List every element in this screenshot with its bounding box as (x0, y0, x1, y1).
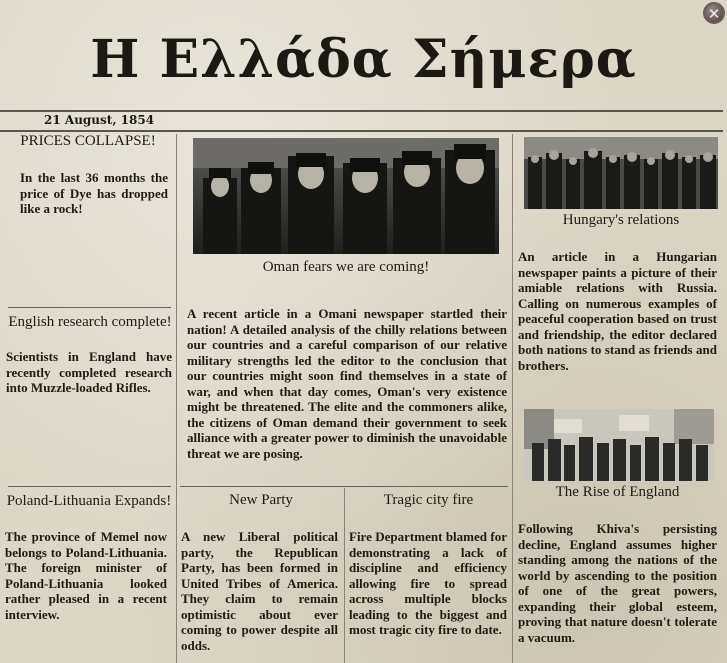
column-divider-middle-bottom (344, 488, 345, 663)
headline-city-fire: Tragic city fire (383, 492, 474, 508)
photo-rally (524, 409, 714, 481)
article-english-research: Scientists in England have recently completed research into Muzzle-loaded Rifles. (6, 349, 172, 395)
close-button[interactable] (703, 2, 725, 24)
masthead-rule-top (0, 110, 723, 112)
headline-oman-fears: Oman fears we are coming! (262, 259, 430, 275)
headline-prices-collapse: PRICES COLLAPSE! (20, 133, 156, 149)
newspaper-masthead: Η Ελλάδα Σήμερα (90, 29, 637, 90)
issue-date: 21 August, 1854 (44, 113, 155, 127)
headline-new-party: New Party (229, 492, 293, 508)
article-poland-lithuania: The province of Memel now belongs to Poland-Lithuania. The foreign minister of Poland-Lithuania looked rather pleased in a recent interview. (5, 529, 167, 622)
close-icon: ✕ (707, 5, 721, 23)
crowd-photo-image (524, 137, 718, 209)
masthead-rule-bottom (0, 130, 723, 132)
photo-crowd (524, 137, 718, 209)
separator-left-2 (8, 486, 171, 487)
article-new-party: A new Liberal political party, the Republican Party, has been formed in United Tribes of America. They claim to remain optimistic about ever coming to power despite all odds. (181, 529, 338, 653)
column-divider-right (512, 134, 513, 663)
article-city-fire: Fire Department blamed for demonstrating a lack of discipline and efficiency allowing fire to spread across multiple blocks leading to the biggest and most tragic city fire to date. (349, 529, 507, 637)
headline-english-research: English research complete! (8, 314, 172, 330)
separator-left-1 (8, 307, 171, 308)
article-hungary-relations: An article in a Hungarian newspaper paints a picture of their amiable relations with Russia. Calling on numerous examples of peaceful cooperation based on trust and friendship, the editor declared both nations to stand as friends and brothers. (518, 249, 717, 373)
column-divider-left (176, 134, 177, 663)
soldiers-photo-image (193, 138, 499, 254)
rally-photo-image (524, 409, 714, 481)
article-rise-of-england: Following Khiva's persisting decline, England assumes higher standing among the nations of the world by ascending to the position of one of the great powers, expanding their global esteem, proving that nature doesn't tolerate a vacuum. (518, 521, 717, 645)
headline-hungary-relations: Hungary's relations (562, 212, 680, 228)
separator-middle (180, 486, 508, 487)
headline-poland-lithuania: Poland-Lithuania Expands! (6, 493, 172, 509)
photo-soldiers (193, 138, 499, 254)
headline-rise-of-england: The Rise of England (555, 484, 680, 500)
article-prices-collapse: In the last 36 months the price of Dye has dropped like a rock! (20, 170, 168, 216)
article-oman-fears: A recent article in a Omani newspaper startled their nation! A detailed analysis of the chilly relations between our countries and a careful comparison of our relative military strengths led the editor to the conclusion that our countries might soon find themselves in a state of war, and when that day comes, Oman's very existence might be threatened. The elite and the commoners alike, the citizens of Oman demand their government to seek alliance with a greater power to diminish the unavoidable threat we are posing. (187, 306, 507, 461)
